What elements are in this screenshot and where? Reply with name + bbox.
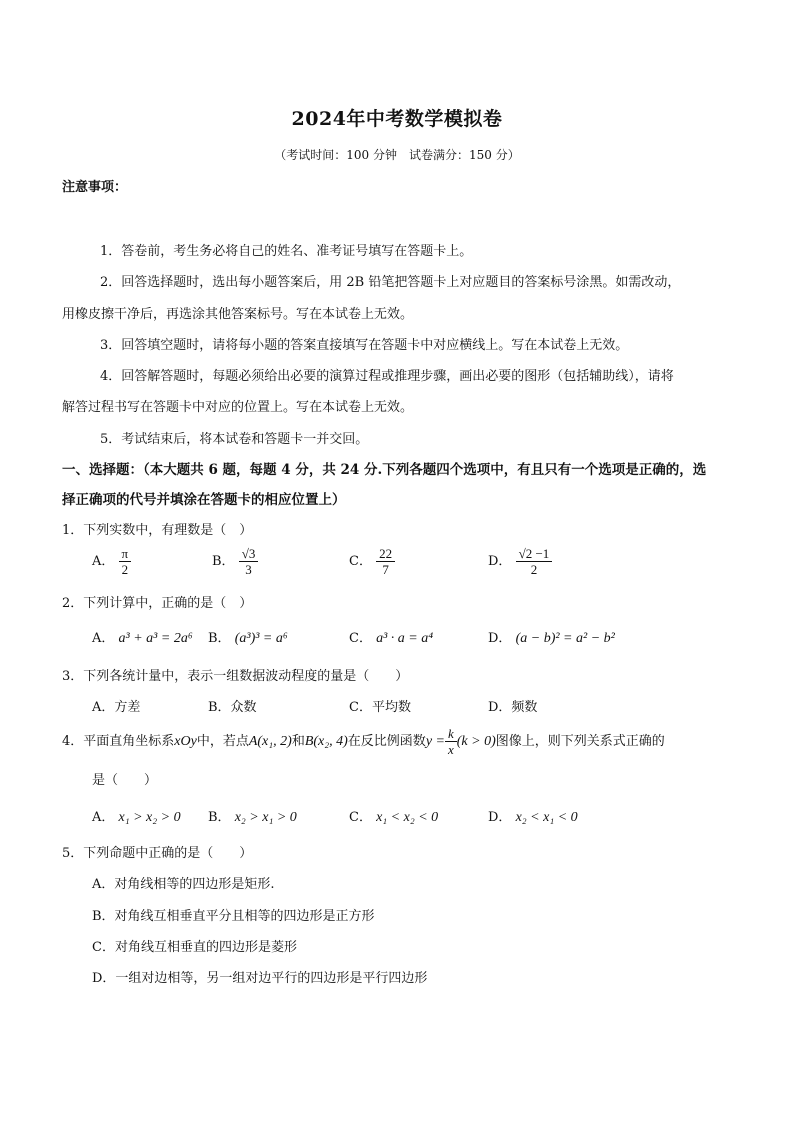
- q1-option-d: [488, 546, 552, 577]
- notice-item-5: 5．考试结束后，将本试卷和答题卡一并交回。: [100, 432, 369, 447]
- q1-frac-c: [376, 546, 395, 577]
- q1-label-b: B．: [212, 554, 235, 569]
- q2-option-c: [349, 627, 433, 647]
- q4-option-c: [349, 806, 438, 826]
- q2-d-expr: (a − b)² = a² − b²: [515, 631, 615, 646]
- q1-label-c: C．: [349, 554, 372, 569]
- q2-option-a: [92, 627, 193, 647]
- q4-stem-text-5: 图像上，则下列关系式正确的: [495, 734, 665, 749]
- q2-stem: 2．下列计算中，正确的是（ ）: [62, 596, 253, 611]
- q2-option-b: [208, 627, 288, 647]
- q1-d-num: √2 −1: [518, 546, 550, 561]
- q1-c-num: 22: [379, 546, 393, 561]
- q4-stem-text-1: 4．平面直角坐标系: [62, 734, 175, 749]
- q4-c-expr: x₁ < x₂ < 0: [376, 810, 439, 825]
- q1-d-den: 2: [516, 561, 553, 577]
- q4-func-y: y =: [425, 734, 445, 749]
- q4-stem-xoy: xOy: [174, 734, 197, 749]
- section-1-heading-cont: 择正确项的代号并填涂在答题卡的相应位置上）: [62, 492, 346, 508]
- notice-item-4-cont: 解答过程书写在答题卡中对应的位置上。写在本试卷上无效。: [62, 400, 414, 415]
- q3-option-b: B．众数: [208, 700, 257, 715]
- q1-label-a: A．: [92, 554, 115, 569]
- q4-func-frac: [445, 726, 457, 757]
- notice-heading: 注意事项：: [62, 180, 128, 195]
- q4-b-expr: x₂ > x₁ > 0: [234, 810, 297, 825]
- q4-func-cond: (k > 0): [456, 734, 496, 749]
- q4-label-a: A．: [92, 810, 115, 825]
- q2-option-d: [488, 627, 615, 647]
- q4-point-a: A(x₁, 2): [248, 734, 292, 749]
- q1-a-den: 2: [119, 561, 132, 577]
- q3-stem: 3．下列各统计量中，表示一组数据波动程度的量是（ ）: [62, 669, 409, 684]
- q2-a-expr: a³ + a³ = 2a⁶: [118, 631, 193, 646]
- q4-stem-text-2: 中，若点: [196, 734, 249, 749]
- q4-point-b: B(x₂, 4): [304, 734, 348, 749]
- q3-option-c: C．平均数: [349, 700, 411, 715]
- notice-item-2: 2．回答选择题时，选出每小题答案后，用 2B 铅笔把答题卡上对应题目的答案标号涂黑。如需改动，: [100, 275, 681, 290]
- q4-stem-text-3: 和: [291, 734, 305, 749]
- q4-func-x: x: [445, 741, 457, 757]
- q4-a-expr: x₁ > x₂ > 0: [118, 810, 181, 825]
- q1-option-c: [349, 546, 395, 577]
- q2-label-b: B．: [208, 631, 231, 646]
- q5-option-a: A．对角线相等的四边形是矩形.: [92, 877, 275, 892]
- q5-option-d: D．一组对边相等，另一组对边平行的四边形是平行四边形: [92, 971, 428, 986]
- exam-title: 2024年中考数学模拟卷: [291, 108, 503, 130]
- q4-stem: [62, 726, 665, 757]
- notice-item-3: 3．回答填空题时，请将每小题的答案直接填写在答题卡中对应横线上。写在本试卷上无效。: [100, 338, 629, 353]
- q4-stem-text-4: 在反比例函数: [347, 734, 426, 749]
- q4-func-k: k: [447, 726, 454, 741]
- q2-label-d: D．: [488, 631, 512, 646]
- section-1-heading: 一、选择题：（本大题共 6 题，每题 4 分，共 24 分.下列各题四个选项中，有且只有一个选项是正确的，选: [62, 462, 707, 478]
- notice-item-4: 4．回答解答题时，每题必须给出必要的演算过程或推理步骤，画出必要的图形（包括辅助线），请将: [100, 369, 674, 384]
- q1-c-den: 7: [376, 561, 395, 577]
- q4-option-a: [92, 806, 181, 826]
- q1-option-a: [92, 546, 131, 577]
- q4-stem-cont: 是（ ）: [92, 773, 158, 788]
- q4-label-b: B．: [208, 810, 231, 825]
- q3-option-a: A．方差: [92, 700, 141, 715]
- q5-option-b: B．对角线互相垂直平分且相等的四边形是正方形: [92, 909, 375, 924]
- q5-option-c: C．对角线互相垂直的四边形是菱形: [92, 940, 297, 955]
- q4-d-expr: x₂ < x₁ < 0: [515, 810, 578, 825]
- q2-c-expr: a³ · a = a⁴: [376, 631, 434, 646]
- q1-option-b: [212, 546, 258, 577]
- q4-option-d: [488, 806, 578, 826]
- q2-b-expr: (a³)³ = a⁶: [234, 631, 288, 646]
- q1-b-num: √3: [241, 546, 256, 561]
- q1-frac-a: [119, 546, 132, 577]
- q3-option-d: D．频数: [488, 700, 538, 715]
- q1-frac-d: [516, 546, 553, 577]
- q4-label-d: D．: [488, 810, 512, 825]
- q1-a-num: π: [121, 546, 129, 561]
- notice-item-1: 1．答卷前，考生务必将自己的姓名、准考证号填写在答题卡上。: [100, 244, 473, 259]
- q4-option-b: [208, 806, 297, 826]
- exam-subtitle: （考试时间：100 分钟 试卷满分：150 分）: [274, 148, 520, 162]
- q1-b-den: 3: [239, 561, 259, 577]
- q5-stem: 5．下列命题中正确的是（ ）: [62, 846, 253, 861]
- q2-label-c: C．: [349, 631, 372, 646]
- notice-item-2-cont: 用橡皮擦干净后，再选涂其他答案标号。写在本试卷上无效。: [62, 307, 414, 322]
- q1-stem: 1．下列实数中，有理数是（ ）: [62, 523, 253, 538]
- q4-label-c: C．: [349, 810, 372, 825]
- q1-label-d: D．: [488, 554, 512, 569]
- q2-label-a: A．: [92, 631, 115, 646]
- q1-frac-b: [239, 546, 259, 577]
